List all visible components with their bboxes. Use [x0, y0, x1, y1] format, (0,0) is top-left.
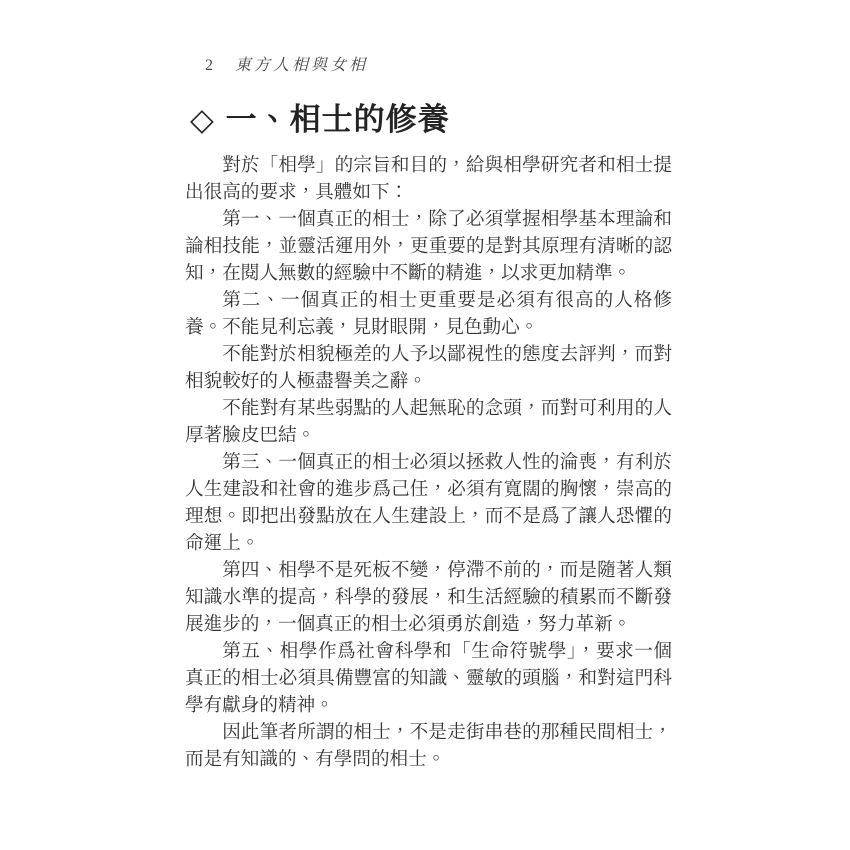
diamond-icon: ◇ [190, 102, 215, 137]
paragraph: 第四、相學不是死板不變，停滯不前的，而是隨著人類知識水準的提高，科學的發展，和生活經驗的積累而不斷發展進步的，一個真正的相士必須勇於創造，努力革新。 [185, 560, 672, 635]
running-title: 東方人相與女相 [235, 57, 369, 74]
paragraph: 第五、相學作爲社會科學和「生命符號學」，要求一個真正的相士必須具備豐富的知識、靈敏的頭腦，和對這門科學有獻身的精神。 [185, 641, 672, 716]
body-text [185, 152, 672, 773]
paragraph: 第二、一個真正的相士更重要是必須有很高的人格修養。不能見利忘義，見財眼開，見色動心。 [185, 290, 672, 338]
paragraph: 不能對有某些弱點的人起無恥的念頭，而對可利用的人厚著臉皮巴結。 [185, 398, 672, 446]
paragraph: 第一、一個真正的相士，除了必須掌握相學基本理論和論相技能，並靈活運用外，更重要的是對其原理有清晰的認知，在閱人無數的經驗中不斷的精進，以求更加精準。 [185, 209, 672, 284]
section-title-text: 一、相士的修養 [225, 102, 450, 137]
paragraph: 因此筆者所謂的相士，不是走街串巷的那種民間相士，而是有知識的、有學問的相士。 [185, 722, 672, 770]
running-header [205, 52, 368, 75]
paragraph: 對於「相學」的宗旨和目的，給與相學研究者和相士提出很高的要求，具體如下： [185, 155, 672, 203]
paragraph: 第三、一個真正的相士必須以拯救人性的淪喪，有利於人生建設和社會的進步爲己任，必須有寬闊的胸懷，崇高的理想。即把出發點放在人生建設上，而不是爲了讓人恐懼的命運上。 [185, 452, 672, 554]
page-number: 2 [205, 57, 213, 74]
section-heading [190, 102, 450, 138]
paragraph: 不能對於相貌極差的人予以鄙視性的態度去評判，而對相貌較好的人極盡譽美之辭。 [185, 344, 672, 392]
